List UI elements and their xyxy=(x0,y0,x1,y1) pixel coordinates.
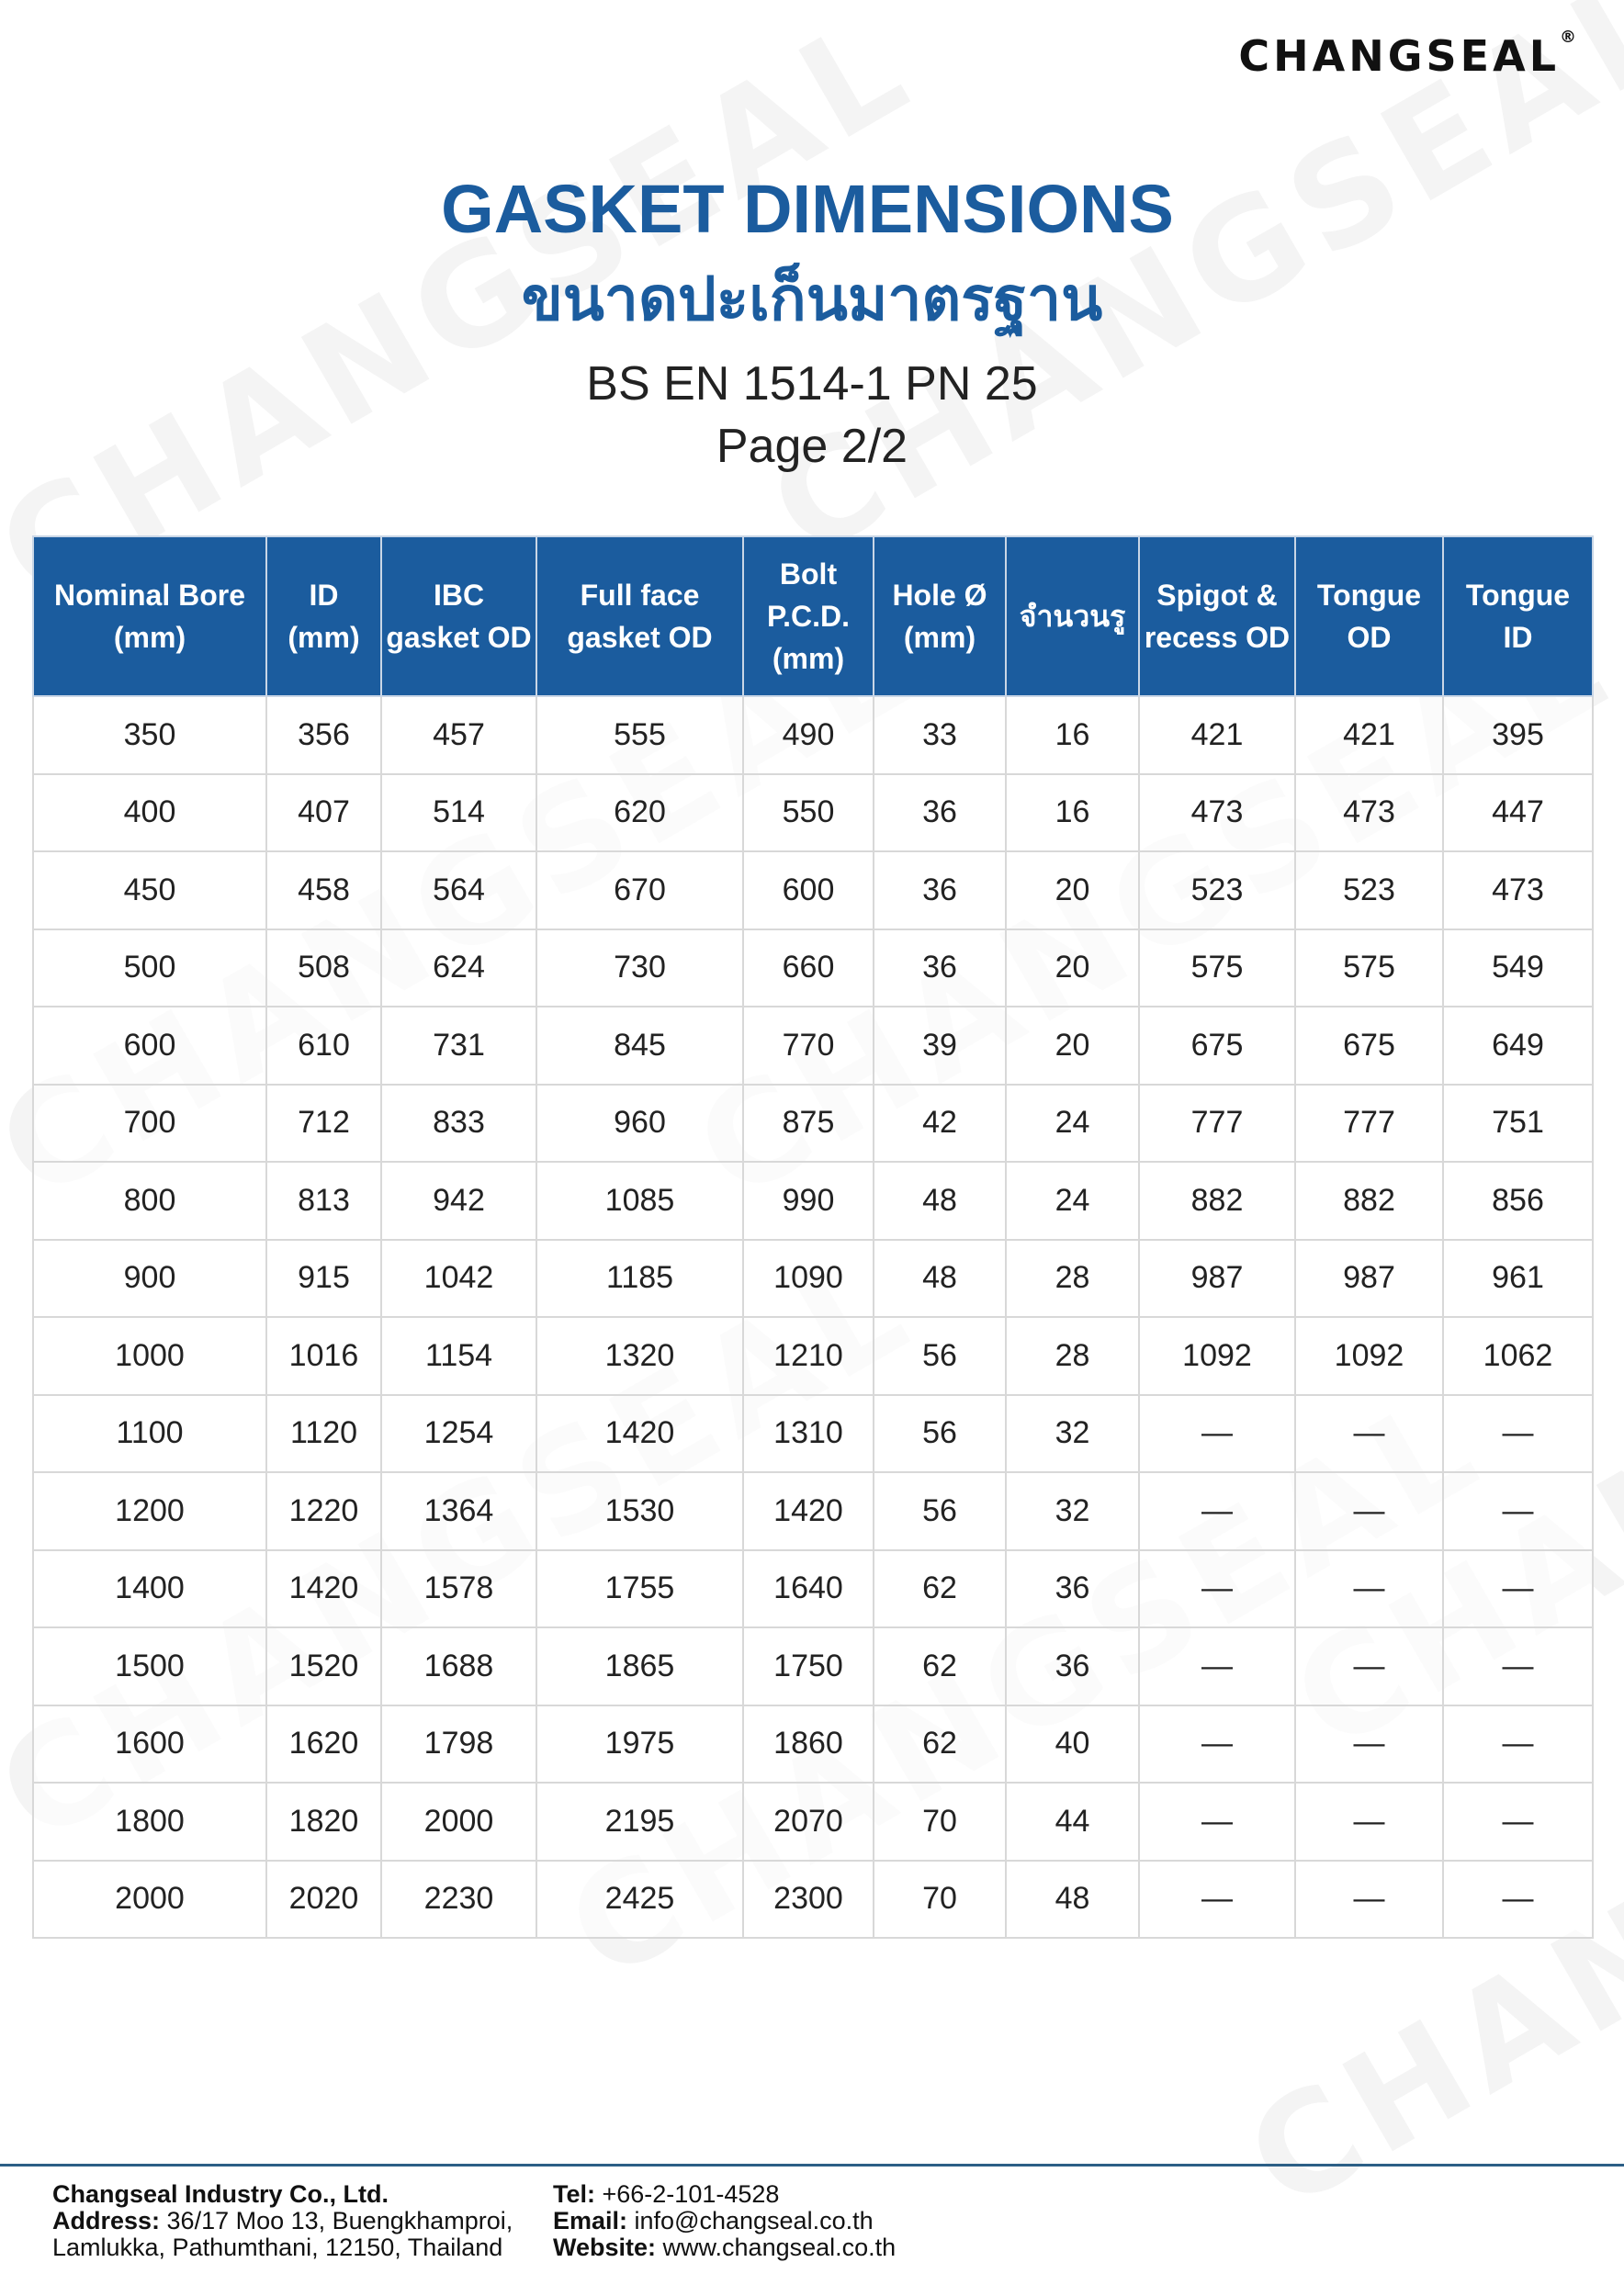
column-header: Tongue OD xyxy=(1295,536,1443,696)
address-line1: 36/17 Moo 13, Buengkhamproi, xyxy=(160,2207,513,2234)
table-cell: 70 xyxy=(874,1861,1006,1939)
table-cell: 1520 xyxy=(266,1627,381,1705)
table-cell: 1798 xyxy=(381,1705,536,1784)
table-cell: 39 xyxy=(874,1007,1006,1085)
column-header: Bolt P.C.D. (mm) xyxy=(743,536,874,696)
table-cell: — xyxy=(1139,1550,1295,1628)
table-cell: 1090 xyxy=(743,1240,874,1318)
table-cell: 700 xyxy=(33,1085,266,1163)
table-cell: — xyxy=(1139,1395,1295,1473)
table-cell: 1016 xyxy=(266,1317,381,1395)
table-cell: 1000 xyxy=(33,1317,266,1395)
table-cell: — xyxy=(1443,1550,1593,1628)
table-cell: 990 xyxy=(743,1162,874,1240)
table-cell: 1530 xyxy=(536,1472,743,1550)
table-cell: 1220 xyxy=(266,1472,381,1550)
table-cell: 987 xyxy=(1295,1240,1443,1318)
table-cell: — xyxy=(1295,1861,1443,1939)
table-cell: 1320 xyxy=(536,1317,743,1395)
table-cell: 1688 xyxy=(381,1627,536,1705)
table-row xyxy=(33,774,1593,852)
email-label: Email: xyxy=(553,2207,628,2234)
table-cell: 730 xyxy=(536,929,743,1007)
table-cell: — xyxy=(1295,1472,1443,1550)
table-row xyxy=(33,929,1593,1007)
table-cell: — xyxy=(1443,1861,1593,1939)
table-cell: 882 xyxy=(1139,1162,1295,1240)
table-cell: 751 xyxy=(1443,1085,1593,1163)
table-cell: 1092 xyxy=(1139,1317,1295,1395)
table-cell: 1210 xyxy=(743,1317,874,1395)
table-row xyxy=(33,1705,1593,1784)
column-header: Hole Ø (mm) xyxy=(874,536,1006,696)
column-header: Nominal Bore (mm) xyxy=(33,536,266,696)
table-cell: 833 xyxy=(381,1085,536,1163)
table-cell: 62 xyxy=(874,1550,1006,1628)
email-link[interactable]: info@changseal.co.th xyxy=(627,2207,874,2234)
table-row xyxy=(33,851,1593,929)
company-name: Changseal Industry Co., Ltd. xyxy=(52,2180,389,2208)
table-cell: 395 xyxy=(1443,696,1593,774)
table-cell: — xyxy=(1295,1705,1443,1784)
table-cell: 2070 xyxy=(743,1783,874,1861)
table-row xyxy=(33,1240,1593,1318)
table-cell: 450 xyxy=(33,851,266,929)
table-cell: 1420 xyxy=(266,1550,381,1628)
table-cell: 1154 xyxy=(381,1317,536,1395)
table-cell: 1364 xyxy=(381,1472,536,1550)
table-cell: 675 xyxy=(1295,1007,1443,1085)
table-cell: 473 xyxy=(1295,774,1443,852)
table-cell: 670 xyxy=(536,851,743,929)
table-row xyxy=(33,1472,1593,1550)
column-header: Spigot & recess OD xyxy=(1139,536,1295,696)
table-cell: 42 xyxy=(874,1085,1006,1163)
tel-value: +66-2-101-4528 xyxy=(595,2180,780,2208)
table-cell: 1750 xyxy=(743,1627,874,1705)
column-header: Tongue ID xyxy=(1443,536,1593,696)
table-cell: 882 xyxy=(1295,1162,1443,1240)
table-cell: — xyxy=(1443,1472,1593,1550)
table-cell: 36 xyxy=(1006,1550,1139,1628)
table-cell: 575 xyxy=(1295,929,1443,1007)
table-row xyxy=(33,1162,1593,1240)
address-label: Address: xyxy=(52,2207,161,2234)
table-cell: 36 xyxy=(874,851,1006,929)
table-cell: 70 xyxy=(874,1783,1006,1861)
table-cell: 800 xyxy=(33,1162,266,1240)
table-cell: 350 xyxy=(33,696,266,774)
table-cell: 942 xyxy=(381,1162,536,1240)
table-cell: 1640 xyxy=(743,1550,874,1628)
table-cell: 2195 xyxy=(536,1783,743,1861)
table-cell: 2300 xyxy=(743,1861,874,1939)
table-cell: 1120 xyxy=(266,1395,381,1473)
table-cell: — xyxy=(1295,1627,1443,1705)
table-cell: 44 xyxy=(1006,1783,1139,1861)
table-cell: 16 xyxy=(1006,774,1139,852)
table-cell: 1085 xyxy=(536,1162,743,1240)
table-cell: 457 xyxy=(381,696,536,774)
table-cell: 731 xyxy=(381,1007,536,1085)
column-header: ID (mm) xyxy=(266,536,381,696)
table-cell: 40 xyxy=(1006,1705,1139,1784)
table-cell: 900 xyxy=(33,1240,266,1318)
table-cell: 62 xyxy=(874,1627,1006,1705)
table-cell: 550 xyxy=(743,774,874,852)
table-cell: 1500 xyxy=(33,1627,266,1705)
table-cell: 856 xyxy=(1443,1162,1593,1240)
registered-mark: ® xyxy=(1560,28,1576,47)
column-header: Full face gasket OD xyxy=(536,536,743,696)
table-cell: 1755 xyxy=(536,1550,743,1628)
table-cell: — xyxy=(1139,1472,1295,1550)
table-cell: 987 xyxy=(1139,1240,1295,1318)
page-title-thai: ขนาดปะเก็นมาตรฐาน xyxy=(521,264,1103,334)
website-link[interactable]: www.changseal.co.th xyxy=(656,2234,897,2261)
table-cell: 48 xyxy=(874,1162,1006,1240)
table-cell: — xyxy=(1295,1783,1443,1861)
table-cell: 16 xyxy=(1006,696,1139,774)
table-cell: 400 xyxy=(33,774,266,852)
table-row xyxy=(33,1861,1593,1939)
table-row xyxy=(33,696,1593,774)
footer-divider xyxy=(0,2164,1624,2167)
table-cell: 421 xyxy=(1295,696,1443,774)
table-cell: 1092 xyxy=(1295,1317,1443,1395)
table-cell: 1800 xyxy=(33,1783,266,1861)
table-cell: 1820 xyxy=(266,1783,381,1861)
table-cell: 555 xyxy=(536,696,743,774)
table-cell: 1254 xyxy=(381,1395,536,1473)
table-cell: 1860 xyxy=(743,1705,874,1784)
table-cell: 20 xyxy=(1006,929,1139,1007)
address-line2: Lamlukka, Pathumthani, 12150, Thailand xyxy=(52,2234,503,2261)
table-cell: 813 xyxy=(266,1162,381,1240)
table-cell: 915 xyxy=(266,1240,381,1318)
table-row xyxy=(33,1317,1593,1395)
table-cell: 500 xyxy=(33,929,266,1007)
table-cell: 473 xyxy=(1139,774,1295,852)
table-cell: — xyxy=(1139,1627,1295,1705)
table-cell: 777 xyxy=(1295,1085,1443,1163)
table-row xyxy=(33,1395,1593,1473)
table-cell: 523 xyxy=(1139,851,1295,929)
table-cell: 32 xyxy=(1006,1395,1139,1473)
table-row xyxy=(33,1550,1593,1628)
table-cell: 473 xyxy=(1443,851,1593,929)
table-cell: 20 xyxy=(1006,851,1139,929)
table-cell: 32 xyxy=(1006,1472,1139,1550)
table-cell: 600 xyxy=(33,1007,266,1085)
table-cell: 770 xyxy=(743,1007,874,1085)
table-cell: 48 xyxy=(874,1240,1006,1318)
table-cell: 1620 xyxy=(266,1705,381,1784)
page-number: Page 2/2 xyxy=(716,420,908,473)
logo-text: CHANGSEAL xyxy=(1238,31,1560,81)
table-cell: 1310 xyxy=(743,1395,874,1473)
table-cell: — xyxy=(1139,1705,1295,1784)
table-cell: 777 xyxy=(1139,1085,1295,1163)
table-row xyxy=(33,1085,1593,1163)
table-cell: 1600 xyxy=(33,1705,266,1784)
table-cell: 1420 xyxy=(743,1472,874,1550)
table-cell: 575 xyxy=(1139,929,1295,1007)
table-header-row xyxy=(33,536,1593,696)
table-cell: 20 xyxy=(1006,1007,1139,1085)
table-cell: 28 xyxy=(1006,1317,1139,1395)
table-cell: 564 xyxy=(381,851,536,929)
table-cell: — xyxy=(1139,1783,1295,1861)
table-cell: 490 xyxy=(743,696,874,774)
table-cell: 2000 xyxy=(33,1861,266,1939)
table-cell: 24 xyxy=(1006,1085,1139,1163)
standard-label: BS EN 1514-1 PN 25 xyxy=(586,357,1038,411)
table-cell: 56 xyxy=(874,1472,1006,1550)
table-cell: 508 xyxy=(266,929,381,1007)
table-cell: 36 xyxy=(874,774,1006,852)
table-cell: 447 xyxy=(1443,774,1593,852)
footer-company-info xyxy=(52,2181,513,2261)
table-cell: 1185 xyxy=(536,1240,743,1318)
table-cell: 56 xyxy=(874,1317,1006,1395)
table-cell: 675 xyxy=(1139,1007,1295,1085)
gasket-dimensions-table xyxy=(32,535,1594,1939)
table-cell: 36 xyxy=(1006,1627,1139,1705)
table-cell: — xyxy=(1443,1395,1593,1473)
table-cell: — xyxy=(1295,1395,1443,1473)
table-cell: 875 xyxy=(743,1085,874,1163)
table-cell: 1578 xyxy=(381,1550,536,1628)
table-cell: 624 xyxy=(381,929,536,1007)
table-cell: — xyxy=(1295,1550,1443,1628)
table-cell: — xyxy=(1139,1861,1295,1939)
footer-contact-info xyxy=(553,2181,896,2261)
table-cell: 1042 xyxy=(381,1240,536,1318)
table-cell: 1420 xyxy=(536,1395,743,1473)
table-cell: 33 xyxy=(874,696,1006,774)
table-cell: 2000 xyxy=(381,1783,536,1861)
changseal-logo xyxy=(1238,28,1576,81)
website-label: Website: xyxy=(553,2234,657,2261)
table-cell: 610 xyxy=(266,1007,381,1085)
column-header: จำนวนรู xyxy=(1006,536,1139,696)
tel-label: Tel: xyxy=(553,2180,595,2208)
table-cell: 845 xyxy=(536,1007,743,1085)
table-cell: 356 xyxy=(266,696,381,774)
table-row xyxy=(33,1007,1593,1085)
table-cell: 1865 xyxy=(536,1627,743,1705)
table-cell: 1100 xyxy=(33,1395,266,1473)
table-cell: 514 xyxy=(381,774,536,852)
table-cell: 62 xyxy=(874,1705,1006,1784)
table-cell: 1200 xyxy=(33,1472,266,1550)
table-cell: 48 xyxy=(1006,1861,1139,1939)
table-cell: 523 xyxy=(1295,851,1443,929)
page-header xyxy=(0,165,1624,478)
table-cell: 660 xyxy=(743,929,874,1007)
table-cell: 36 xyxy=(874,929,1006,1007)
table-cell: 407 xyxy=(266,774,381,852)
table-cell: 549 xyxy=(1443,929,1593,1007)
table-cell: 2020 xyxy=(266,1861,381,1939)
table-cell: 649 xyxy=(1443,1007,1593,1085)
table-cell: 56 xyxy=(874,1395,1006,1473)
table-cell: — xyxy=(1443,1627,1593,1705)
page-title: GASKET DIMENSIONS xyxy=(441,171,1174,247)
table-cell: 1062 xyxy=(1443,1317,1593,1395)
table-cell: 620 xyxy=(536,774,743,852)
table-cell: 960 xyxy=(536,1085,743,1163)
table-row xyxy=(33,1783,1593,1861)
table-cell: 1400 xyxy=(33,1550,266,1628)
table-cell: 961 xyxy=(1443,1240,1593,1318)
table-cell: 28 xyxy=(1006,1240,1139,1318)
table-cell: 712 xyxy=(266,1085,381,1163)
column-header: IBC gasket OD xyxy=(381,536,536,696)
table-row xyxy=(33,1627,1593,1705)
table-cell: 2230 xyxy=(381,1861,536,1939)
table-cell: 600 xyxy=(743,851,874,929)
table-cell: 421 xyxy=(1139,696,1295,774)
table-cell: 24 xyxy=(1006,1162,1139,1240)
table-cell: — xyxy=(1443,1783,1593,1861)
table-cell: 1975 xyxy=(536,1705,743,1784)
table-cell: 2425 xyxy=(536,1861,743,1939)
table-cell: 458 xyxy=(266,851,381,929)
table-cell: — xyxy=(1443,1705,1593,1784)
